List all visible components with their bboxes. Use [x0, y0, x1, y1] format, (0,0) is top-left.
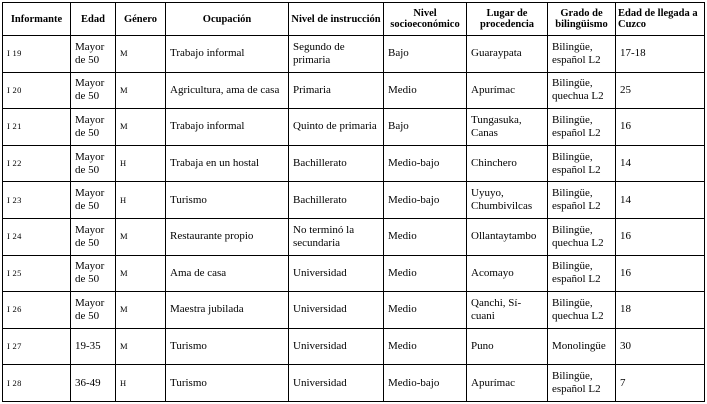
cell-genero: M — [116, 218, 166, 255]
cell-genero: H — [116, 365, 166, 402]
table-row — [3, 36, 705, 73]
cell-bilinguismo: Bilingüe, español L2 — [548, 109, 616, 146]
cell-lugar: Qanchi, Sí-cuani — [467, 292, 548, 329]
cell-bilinguismo: Bilingüe, español L2 — [548, 255, 616, 292]
cell-ocupacion: Turismo — [166, 365, 289, 402]
cell-instruccion: Segundo de primaria — [289, 36, 384, 73]
cell-llegada: 17-18 — [616, 36, 705, 73]
header-edad: Edad — [71, 3, 116, 36]
cell-lugar: Apurímac — [467, 365, 548, 402]
header-ocupacion: Ocupación — [166, 3, 289, 36]
table-row — [3, 182, 705, 219]
cell-llegada: 7 — [616, 365, 705, 402]
table-row — [3, 109, 705, 146]
cell-socio: Medio — [384, 255, 467, 292]
cell-informante: I 20 — [3, 72, 71, 109]
cell-llegada: 16 — [616, 255, 705, 292]
cell-informante: I 26 — [3, 292, 71, 329]
cell-lugar: Acomayo — [467, 255, 548, 292]
cell-socio: Medio — [384, 218, 467, 255]
cell-ocupacion: Trabajo informal — [166, 109, 289, 146]
cell-lugar: Uyuyo, Chumbivilcas — [467, 182, 548, 219]
cell-genero: M — [116, 72, 166, 109]
cell-bilinguismo: Bilingüe, español L2 — [548, 145, 616, 182]
table-row — [3, 72, 705, 109]
cell-socio: Medio-bajo — [384, 365, 467, 402]
cell-bilinguismo: Bilingüe, quechua L2 — [548, 292, 616, 329]
cell-instruccion: Universidad — [289, 365, 384, 402]
cell-lugar: Tungasuka, Canas — [467, 109, 548, 146]
cell-llegada: 16 — [616, 109, 705, 146]
cell-instruccion: Universidad — [289, 292, 384, 329]
cell-edad: Mayor de 50 — [71, 218, 116, 255]
cell-instruccion: Universidad — [289, 328, 384, 365]
cell-lugar: Chinchero — [467, 145, 548, 182]
cell-socio: Medio — [384, 72, 467, 109]
cell-socio: Medio-bajo — [384, 145, 467, 182]
cell-genero: M — [116, 36, 166, 73]
cell-genero: M — [116, 255, 166, 292]
cell-edad: Mayor de 50 — [71, 292, 116, 329]
cell-edad: Mayor de 50 — [71, 109, 116, 146]
cell-llegada: 30 — [616, 328, 705, 365]
cell-socio: Medio — [384, 328, 467, 365]
informants-table — [2, 2, 705, 402]
cell-llegada: 16 — [616, 218, 705, 255]
table-row — [3, 292, 705, 329]
header-row — [3, 3, 705, 36]
cell-informante: I 23 — [3, 182, 71, 219]
cell-bilinguismo: Monolingüe — [548, 328, 616, 365]
cell-socio: Bajo — [384, 36, 467, 73]
cell-edad: Mayor de 50 — [71, 145, 116, 182]
cell-llegada: 18 — [616, 292, 705, 329]
cell-informante: I 27 — [3, 328, 71, 365]
table-row — [3, 218, 705, 255]
cell-bilinguismo: Bilingüe, quechua L2 — [548, 218, 616, 255]
cell-instruccion: Universidad — [289, 255, 384, 292]
cell-socio: Bajo — [384, 109, 467, 146]
cell-instruccion: Bachillerato — [289, 145, 384, 182]
cell-ocupacion: Trabajo informal — [166, 36, 289, 73]
cell-llegada: 14 — [616, 182, 705, 219]
table-row — [3, 145, 705, 182]
cell-informante: I 19 — [3, 36, 71, 73]
cell-ocupacion: Restaurante propio — [166, 218, 289, 255]
cell-lugar: Ollantaytambo — [467, 218, 548, 255]
cell-genero: M — [116, 292, 166, 329]
cell-ocupacion: Trabaja en un hostal — [166, 145, 289, 182]
cell-edad: Mayor de 50 — [71, 182, 116, 219]
header-genero: Género — [116, 3, 166, 36]
cell-ocupacion: Turismo — [166, 182, 289, 219]
cell-genero: H — [116, 145, 166, 182]
header-grado-bilinguismo: Grado de bilingüismo — [548, 3, 616, 36]
cell-instruccion: Primaria — [289, 72, 384, 109]
cell-bilinguismo: Bilingüe, español L2 — [548, 365, 616, 402]
cell-genero: M — [116, 328, 166, 365]
cell-bilinguismo: Bilingüe, quechua L2 — [548, 72, 616, 109]
cell-genero: M — [116, 109, 166, 146]
cell-socio: Medio-bajo — [384, 182, 467, 219]
cell-ocupacion: Turismo — [166, 328, 289, 365]
header-nivel-instruccion: Nivel de instrucción — [289, 3, 384, 36]
cell-lugar: Apurímac — [467, 72, 548, 109]
header-lugar-procedencia: Lugar de procedencia — [467, 3, 548, 36]
cell-informante: I 25 — [3, 255, 71, 292]
cell-edad: Mayor de 50 — [71, 255, 116, 292]
cell-informante: I 28 — [3, 365, 71, 402]
header-informante: Informante — [3, 3, 71, 36]
cell-llegada: 25 — [616, 72, 705, 109]
cell-ocupacion: Agricultura, ama de casa — [166, 72, 289, 109]
cell-instruccion: No terminó la secundaria — [289, 218, 384, 255]
cell-lugar: Guaraypata — [467, 36, 548, 73]
cell-edad: Mayor de 50 — [71, 36, 116, 73]
cell-ocupacion: Ama de casa — [166, 255, 289, 292]
header-nivel-socioeconomico: Nivel socioeconómico — [384, 3, 467, 36]
table-row — [3, 365, 705, 402]
table-container — [2, 2, 704, 401]
cell-edad: 36-49 — [71, 365, 116, 402]
cell-informante: I 22 — [3, 145, 71, 182]
header-edad-llegada: Edad de llegada a Cuzco — [616, 3, 705, 36]
cell-socio: Medio — [384, 292, 467, 329]
cell-instruccion: Quinto de primaria — [289, 109, 384, 146]
cell-informante: I 24 — [3, 218, 71, 255]
cell-bilinguismo: Bilingüe, español L2 — [548, 182, 616, 219]
cell-informante: I 21 — [3, 109, 71, 146]
cell-instruccion: Bachillerato — [289, 182, 384, 219]
cell-lugar: Puno — [467, 328, 548, 365]
cell-edad: 19-35 — [71, 328, 116, 365]
cell-ocupacion: Maestra jubilada — [166, 292, 289, 329]
cell-llegada: 14 — [616, 145, 705, 182]
cell-bilinguismo: Bilingüe, español L2 — [548, 36, 616, 73]
cell-genero: H — [116, 182, 166, 219]
table-row — [3, 255, 705, 292]
table-row — [3, 328, 705, 365]
cell-edad: Mayor de 50 — [71, 72, 116, 109]
